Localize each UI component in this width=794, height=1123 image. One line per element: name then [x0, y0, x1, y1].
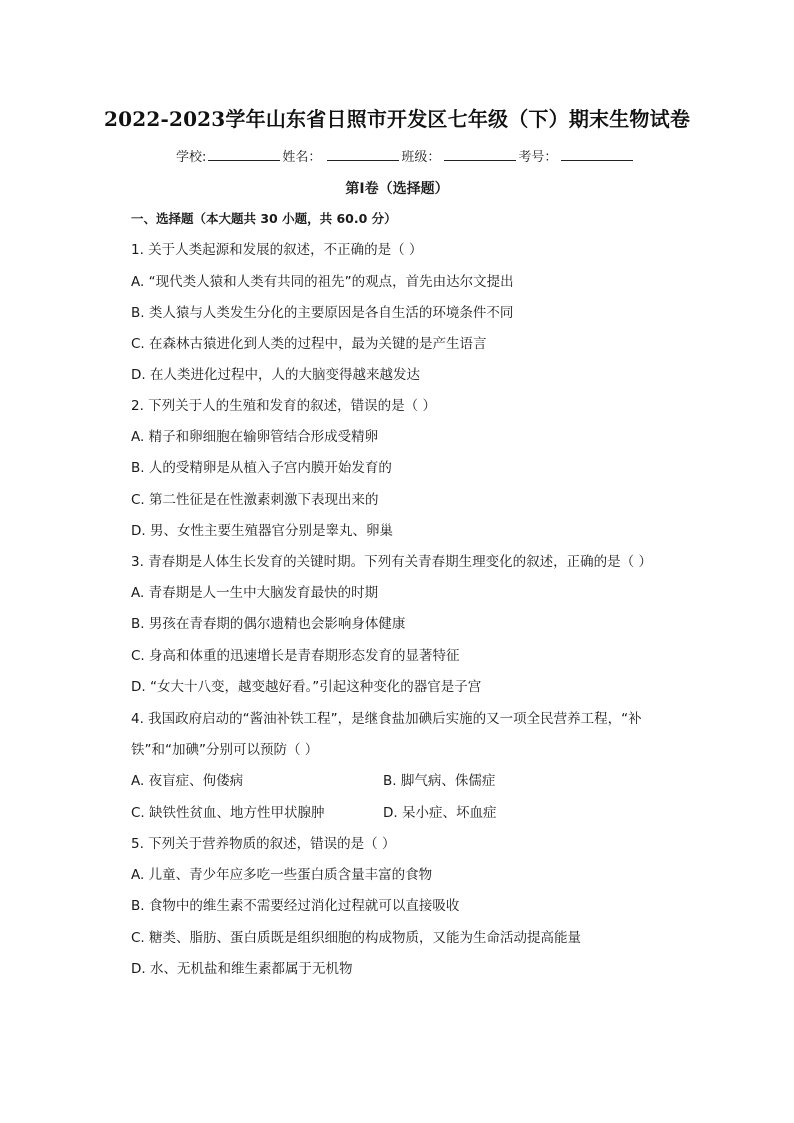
exam-no-blank: [561, 159, 633, 161]
option-c: C. 糖类、脂肪、蛋白质既是组织细胞的构成物质，又能为生命活动提高能量: [131, 930, 582, 946]
option-c: C. 第二性征是在性激素刺激下表现出来的: [131, 492, 379, 508]
option-d: D. 水、无机盐和维生素都属于无机物: [131, 961, 353, 977]
option-d: D. 呆小症、坏血症: [383, 805, 497, 821]
class-label: 班级：: [401, 150, 441, 165]
option-d: D. “女大十八变，越变越好看。”引起这种变化的器官是子宫: [131, 679, 482, 695]
option-d: D. 在人类进化过程中，人的大脑变得越来越发达: [131, 367, 420, 383]
option-c: C. 缺铁性贫血、地方性甲状腺肿: [131, 805, 325, 821]
option-d: D. 男、女性主要生殖器官分别是睾丸、卵巢: [131, 523, 393, 539]
name-field: [282, 146, 401, 165]
option-a: A. 夜盲症、佝偻病: [131, 773, 244, 789]
option-c: C. 身高和体重的迅速增长是青春期形态发育的显著特征: [131, 648, 460, 664]
option-a: A. 儿童、青少年应多吃一些蛋白质含量丰富的食物: [131, 867, 433, 883]
class-field: [401, 146, 518, 165]
volume-title: 第Ⅰ卷（选择题）: [345, 181, 449, 197]
exam-no-field: [518, 146, 635, 165]
question-stem: 4. 我国政府启动的“酱油补铁工程”，是继食盐加碘后实施的又一项全民营养工程，“补: [131, 711, 642, 727]
option-b: B. 脚气病、侏儒症: [383, 773, 496, 789]
option-b: B. 人的受精卵是从植入子宫内膜开始发育的: [131, 460, 392, 476]
option-b: B. 类人猿与人类发生分化的主要原因是各自生活的环境条件不同: [131, 305, 514, 321]
school-field: [176, 146, 282, 165]
question-stem-continued: 铁”和“加碘”分别可以预防（ ）: [131, 742, 319, 758]
student-info-row: [176, 146, 635, 165]
option-a: A. 青春期是人一生中大脑发育最快的时期: [131, 585, 379, 601]
option-a: A. “现代类人猿和人类有共同的祖先”的观点，首先由达尔文提出: [131, 274, 514, 290]
question-stem: 1. 关于人类起源和发展的叙述，不正确的是（ ）: [131, 242, 423, 258]
option-a: A. 精子和卵细胞在输卵管结合形成受精卵: [131, 429, 379, 445]
option-b: B. 男孩在青春期的偶尔遗精也会影响身体健康: [131, 616, 406, 632]
school-blank: [208, 159, 280, 161]
option-b: B. 食物中的维生素不需要经过消化过程就可以直接吸收: [131, 898, 460, 914]
class-blank: [444, 159, 516, 161]
option-c: C. 在森林古猿进化到人类的过程中，最为关键的是产生语言: [131, 336, 487, 352]
question-stem: 3. 青春期是人体生长发育的关键时期。下列有关青春期生理变化的叙述，正确的是（ ）: [131, 554, 652, 570]
question-stem: 2. 下列关于人的生殖和发育的叙述，错误的是（ ）: [131, 398, 436, 414]
exam-no-label: 考号：: [518, 150, 558, 165]
question-stem: 5. 下列关于营养物质的叙述，错误的是（ ）: [131, 836, 396, 852]
page-title: 2022-2023学年山东省日照市开发区七年级（下）期末生物试卷: [103, 107, 691, 131]
name-label: 姓名：: [282, 150, 322, 165]
name-blank: [327, 159, 399, 161]
school-label: 学校:: [176, 150, 207, 165]
section-heading: 一、选择题（本大题共 30 小题，共 60.0 分）: [131, 211, 397, 226]
